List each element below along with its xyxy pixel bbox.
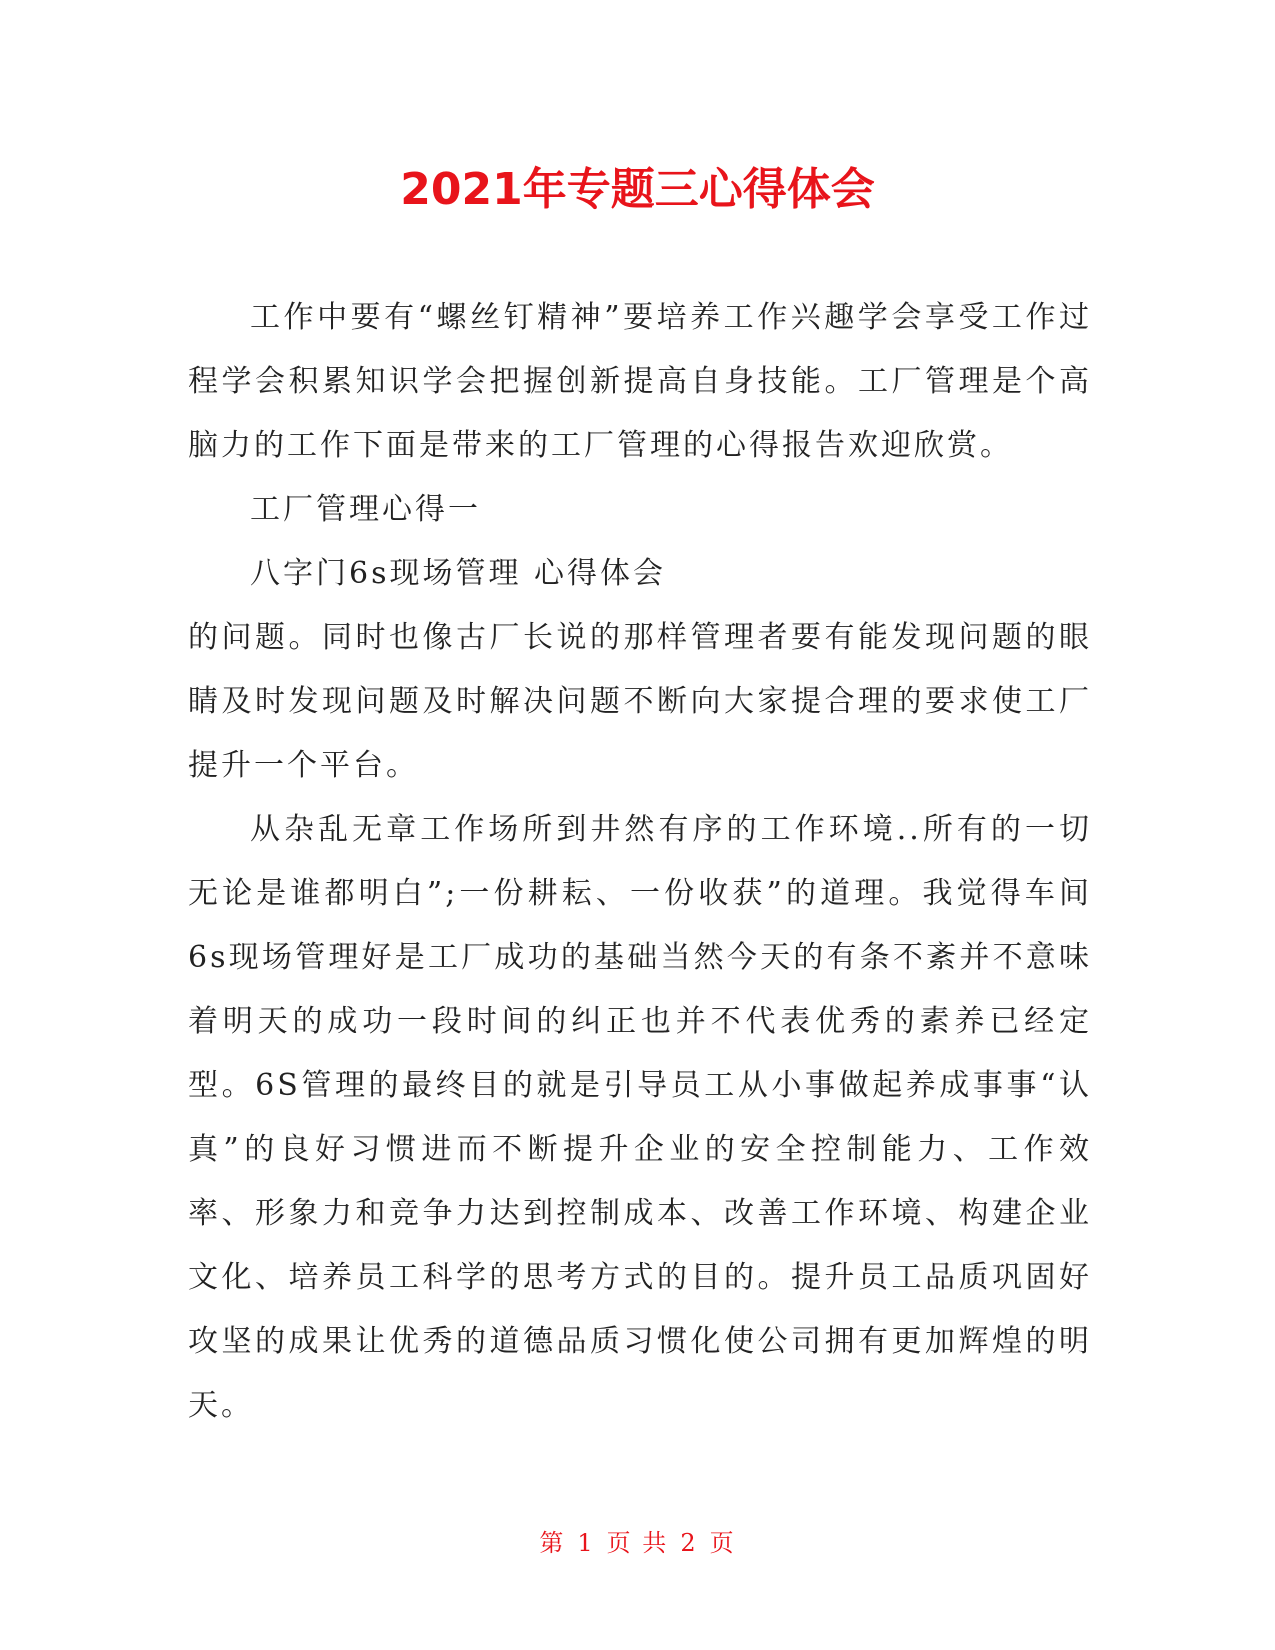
intro-paragraph: 工作中要有“螺丝钉精神”要培养工作兴趣学会享受工作过程学会积累知识学会把握创新提高自身技能。工厂管理是个高脑力的工作下面是带来的工厂管理的心得报告欢迎欣赏。 [188, 300, 1092, 463]
footer-suffix: 页 [709, 1529, 736, 1557]
main-paragraph: 从杂乱无章工作场所到井然有序的工作环境..所有的一切无论是谁都明白”;一份耕耘、一份收获”的道理。我觉得车间6s现场管理好是工厂成功的基础当然今天的有条不紊并不意味着明天的成功一段时间的纠正也并不代表优秀的素养已经定型。6S管理的最终目的就是引导员工从小事做起养成事事“认真”的良好习惯进而不断提升企业的安全控制能力、工作效率、形象力和竞争力达到控制成本、改善工作环境、构建企业文化、培养员工科学的思考方式的目的。提升员工品质巩固好攻坚的成果让优秀的道德品质习惯化使公司拥有更加辉煌的明天。 [188, 812, 1092, 1423]
footer-prefix: 第 [539, 1529, 566, 1557]
footer-total-pages: 2 [680, 1529, 698, 1557]
continuation-paragraph: 的问题。同时也像古厂长说的那样管理者要有能发现问题的眼睛及时发现问题及时解决问题不断向大家提合理的要求使工厂提升一个平台。 [188, 620, 1092, 783]
document-body [188, 286, 1092, 1438]
footer-middle: 页 共 [606, 1529, 669, 1557]
page-footer [0, 1526, 1275, 1560]
section-heading: 工厂管理心得一 [250, 492, 481, 527]
document-title: 2021年专题三心得体会 [400, 164, 875, 215]
footer-current-page: 1 [577, 1529, 595, 1557]
subsection-heading: 八字门6s现场管理 心得体会 [250, 556, 667, 591]
